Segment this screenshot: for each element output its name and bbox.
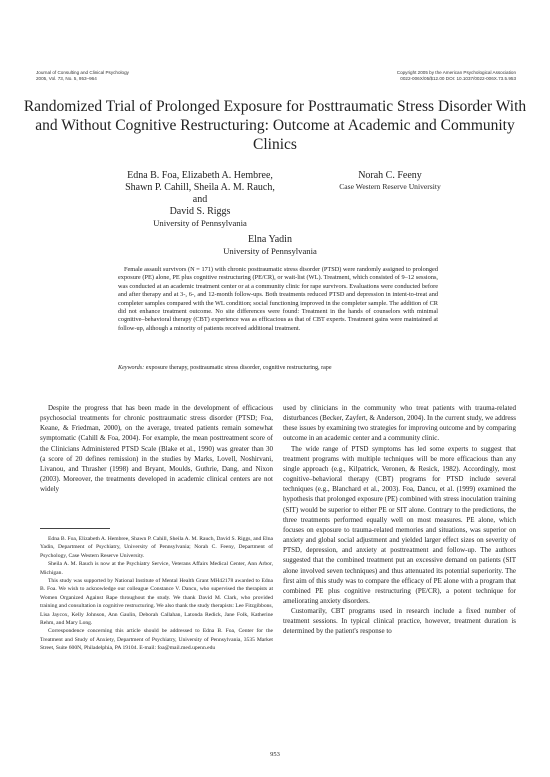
footnote-paragraph: Sheila A. M. Rauch is now at the Psychiatry Service, Veterans Affairs Medical Center, Ann Arbor, Michigan.	[40, 561, 273, 576]
footnote-paragraph: This study was supported by National Institute of Mental Health Grant MH42178 awarded to Edna B. Foa. We wish to acknowledge our colleague Constance V. Dancu, who supervised the therapists at Women Organized Against Rape throughout the study. We thank David M. Clark, who provided training and consultation in cognitive restructuring. We also thank the study therapists: Lee Fitzgibbons, Lisa Jaycox, Kelly Johnson, Ann Gaulin, Deborah Callahan, Latonda Redick, Jane Folk, Katherine Rehm, and Mary Long.	[40, 578, 273, 627]
copyright-notice	[397, 70, 516, 82]
author-block-yadin	[170, 234, 370, 257]
body-column-left	[40, 403, 273, 494]
journal-name: Journal of Consulting and Clinical Psychology	[36, 70, 129, 75]
author-note	[40, 535, 273, 653]
body-paragraph: Despite the progress that has been made in the development of efficacious psychosocial treatments for chronic posttraumatic stress disorder (PTSD; Foa, Keane, & Friedman, 2000), on the average, treated patients remain somewhat symptomatic (Cahill & Foa, 2004). For example, the mean posttreatment score of the Clinicians Administered PTSD Scale (Blake et al., 1990) was greater than 30 (a score of 20 defines remission) in the studies by Marks, Lovell, Noshirvani, Livanou, and Thrasher (1998) and Bryant, Moulds, Guthrie, Dang, and Nixon (2003). Moreover, the treatments developed in academic clinical centers are not widely	[40, 404, 273, 494]
author-name: Norah C. Feeny	[358, 170, 422, 181]
page-number: 953	[270, 751, 280, 758]
author-affiliation: University of Pennsylvania	[153, 218, 247, 228]
author-block-case-western	[330, 170, 450, 192]
doi-line: 0022-006X/05/$12.00 DOI: 10.1037/0022-006X.73.5.953	[400, 76, 516, 81]
footnote-paragraph: Correspondence concerning this article should be addressed to Edna B. Foa, Center for the Treatment and Study of Anxiety, Department of Psychiatry, University of Pennsylvania, 3535 Market Street, Suite 600N, Philadelphia, PA 19104. E-mail: foa@mail.med.upenn.edu	[40, 628, 273, 652]
footnote-divider	[40, 528, 110, 529]
keywords-label: Keywords:	[118, 365, 145, 371]
body-paragraph: Customarily, CBT programs used in research include a fixed number of treatment sessions. In typical clinical practice, however, treatment duration is determined by the patient's response to	[283, 607, 516, 636]
copyright-line: Copyright 2005 by the American Psychological Association	[396, 70, 516, 75]
article-title: Randomized Trial of Prolonged Exposure for Posttraumatic Stress Disorder With and Without Cognitive Restructuring: Outcome at Academic and Community Clinics	[23, 98, 527, 153]
keywords-text: exposure therapy, posttraumatic stress disorder, cognitive restructuring, rape	[145, 365, 332, 371]
author-names: Shawn P. Cahill, Sheila A. M. Rauch, and	[125, 182, 275, 205]
author-affiliation: University of Pennsylvania	[223, 246, 317, 256]
footnote-paragraph: Edna B. Foa, Elizabeth A. Hembree, Shawn P. Cahill, Sheila A. M. Rauch, David S. Riggs, and Elna Yadin, Department of Psychiatry, University of Pennsylvania; Norah C. Feeny, Department of Psychology, Case Western Reserve University.	[40, 536, 273, 559]
author-affiliation: Case Western Reserve University	[339, 182, 441, 191]
abstract: Female assault survivors (N = 171) with chronic posttraumatic stress disorder (PTSD) were randomly assigned to prolonged exposure (PE) alone, PE plus cognitive restructuring (PE/CR), or wait-list (WL). Treatment, which consisted of 9–12 sessions, was conducted at an academic treatment center or at a community clinic for rape survivors. Evaluations were conducted before and after therapy and at 3-, 6-, and 12-month follow-ups. Both treatments reduced PTSD and depression in intent-to-treat and completer samples compared with the WL condition; social functioning improved in the completer sample. The addition of CR did not enhance treatment outcome. No site differences were found: Treatment in the hands of counselors with minimal cognitive–behavioral therapy (CBT) experience was as efficacious as that of CBT experts. Treatment gains were maintained at follow-up, although a minority of patients received additional treatment.	[118, 266, 438, 332]
body-paragraph: The wide range of PTSD symptoms has led some experts to suggest that treatment programs with multiple techniques will be more efficacious than any single approach (e.g., Kilpatrick, Veronen, & Resick, 1982). Accordingly, most cognitive–behavioral therapy (CBT) programs for PTSD include several techniques (e.g., Blanchard et al., 2003). Foa, Dancu, et al. (1999) examined the hypothesis that prolonged exposure (PE) combined with stress inoculation training (SIT) would be superior to either PE or SIT alone. Contrary to the predictions, the three treatments performed equally well on most measures. PE alone, which focuses on exposure to trauma-related memories and situations, was superior on anxiety and global social adjustment and yielded larger effect sizes on severity of PTSD, depression, and anxiety at posttreatment and follow-up. The authors suggested that the combined treatment put an excessive demand on patients (SIT alone involved seven techniques) and thus attenuated its potential superiority. The first aim of this study was to compare the efficacy of PE alone with a program that combined PE plus cognitive restructuring (PE/CR), a potent technique for ameliorating anxiety disorders.	[283, 444, 516, 605]
author-names: Edna B. Foa, Elizabeth A. Hembree,	[127, 170, 273, 181]
journal-volume: 2005, Vol. 73, No. 5, 953–964	[36, 76, 97, 81]
keywords	[118, 364, 438, 372]
body-paragraph: used by clinicians in the community who treat patients with trauma-related disturbances (Becker, Zayfert, & Anderson, 2004). In the current study, we address these issues by examining two strategies for improving outcome and by comparing outcome in an academic center and a community clinic.	[283, 404, 516, 443]
author-names: David S. Riggs	[169, 206, 231, 217]
author-name: Elna Yadin	[248, 234, 292, 245]
body-column-right	[283, 403, 516, 637]
author-block-penn	[120, 170, 280, 229]
journal-citation	[36, 70, 129, 82]
